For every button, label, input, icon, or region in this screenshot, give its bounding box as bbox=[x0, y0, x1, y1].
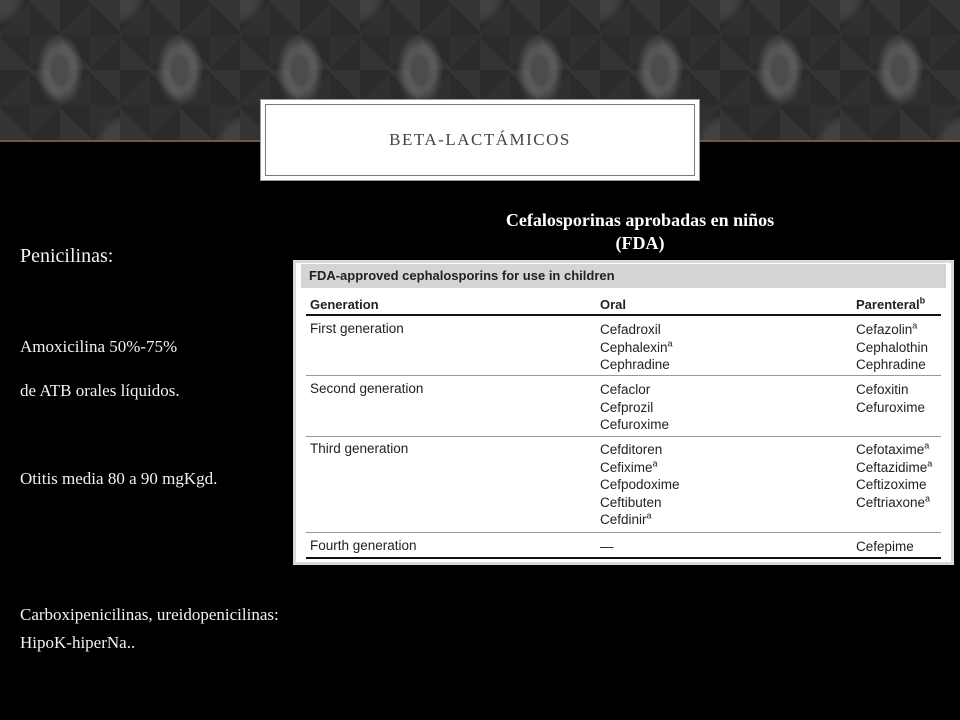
drug-name: Ceftriaxone$^a$ bbox=[856, 493, 931, 510]
table-cell-oral bbox=[600, 441, 680, 529]
drug-name: Cephalothin bbox=[856, 339, 929, 355]
drug-name: Cefaclor bbox=[600, 382, 651, 397]
drug-name: Ceftibuten bbox=[600, 494, 662, 510]
drug-name: Cefpodoxime bbox=[600, 477, 680, 492]
drug-name: Cephradine bbox=[600, 357, 670, 372]
column-header-oral: Oral bbox=[600, 297, 627, 312]
table-cell-parenteral bbox=[856, 538, 914, 556]
table-header-rule bbox=[306, 314, 941, 316]
column-header-parenteral-label: Parenteral bbox=[856, 297, 920, 312]
footnote-marker: a bbox=[924, 440, 930, 451]
drug-name: Cefuroxime bbox=[856, 399, 926, 415]
table-bottom-rule bbox=[306, 557, 941, 559]
column-header-generation: Generation bbox=[310, 297, 379, 312]
table-cell-generation: Second generation bbox=[310, 381, 424, 396]
cephalosporins-title-line: Cefalosporinas aprobadas en niños bbox=[505, 210, 775, 230]
table-cell-parenteral bbox=[856, 381, 925, 416]
footnote-marker: a bbox=[927, 458, 933, 468]
drug-name: Cephradine bbox=[856, 357, 926, 372]
footnote-marker: a bbox=[652, 458, 658, 468]
left-text-line: Otitis media 80 a 90 mgKgd. bbox=[20, 469, 218, 488]
cephalosporins-title bbox=[420, 209, 860, 255]
drug-name: Cephalexin$^a$ bbox=[600, 338, 673, 355]
drug-name: Cefepime bbox=[856, 539, 914, 554]
left-text-line: HipoK-hiperNa.. bbox=[20, 633, 136, 652]
drug-name: Ceftazidime$^a$ bbox=[856, 458, 933, 475]
drug-name: Cefoxitin bbox=[856, 382, 909, 397]
left-text-line: de ATB orales líquidos. bbox=[20, 381, 180, 400]
table-cell-generation: Fourth generation bbox=[310, 538, 417, 553]
drug-name: Cefotaxime$^a$ bbox=[856, 440, 930, 457]
penicillins-heading: Penicilinas: bbox=[20, 245, 114, 267]
table-cell-oral bbox=[600, 321, 673, 374]
column-header-footnote: b bbox=[919, 295, 926, 306]
table-cell-oral bbox=[600, 381, 669, 434]
drug-name: Cefuroxime bbox=[600, 417, 670, 432]
slide-title-frame bbox=[265, 104, 695, 176]
row-divider bbox=[306, 375, 941, 376]
footnote-marker: a bbox=[667, 338, 673, 348]
footnote-marker: a bbox=[925, 493, 931, 503]
cephalosporins-title-line: (FDA) bbox=[615, 233, 665, 253]
drug-name: Cefadroxil bbox=[600, 322, 661, 337]
table-cell-generation: Third generation bbox=[310, 441, 409, 456]
slide-title-box bbox=[260, 99, 700, 181]
footnote-marker: a bbox=[912, 320, 918, 331]
footnote-marker: a bbox=[646, 510, 652, 521]
row-divider bbox=[306, 532, 941, 533]
table-cell-parenteral bbox=[856, 441, 932, 511]
cephalosporin-table bbox=[293, 260, 954, 565]
drug-name: Cefdinir$^a$ bbox=[600, 510, 652, 527]
drug-name: Ceftizoxime bbox=[856, 477, 927, 492]
row-divider bbox=[306, 436, 941, 437]
table-cell-generation: First generation bbox=[310, 321, 404, 336]
table-caption: FDA-approved cephalosporins for use in children bbox=[301, 264, 946, 288]
drug-name: Cefprozil bbox=[600, 399, 654, 415]
drug-name: Cefditoren bbox=[600, 442, 663, 457]
slide-title: BETA-LACTÁMICOS bbox=[389, 130, 571, 149]
drug-name: Cefixime$^a$ bbox=[600, 458, 658, 475]
drug-name: Cefazolin$^a$ bbox=[856, 320, 918, 337]
drug-name: — bbox=[600, 539, 614, 554]
table-cell-parenteral bbox=[856, 321, 928, 374]
table-cell-oral bbox=[600, 538, 614, 556]
left-text-line: Amoxicilina 50%-75% bbox=[20, 337, 178, 356]
left-text-line: Carboxipenicilinas, ureidopenicilinas: bbox=[20, 605, 279, 624]
column-header-parenteral bbox=[856, 297, 925, 312]
